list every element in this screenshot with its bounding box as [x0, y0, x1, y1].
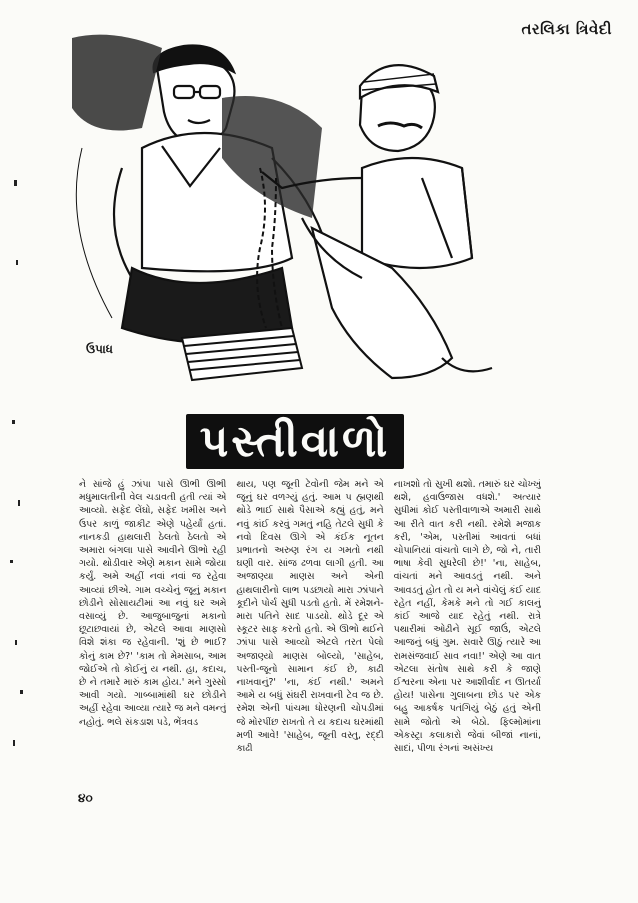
story-illustration — [62, 28, 502, 410]
column-2-text: થાય, પણ જૂની ટેવોની જેમ મને એ જૂનું ઘર વળગ્યું હતું. આમ પ હ્મણથી થોડે ભાઈ સાથે પૈસાએ કહ્યું હતું, મને નવું કાંઈ કરવું ગમતું નહિ તેટલે સુધી કે નવો દિવસ ઊગે એ કંઈક નૂતન પ્રભાતનો અરુણ રંગ ય ગમતો નથી ઘણી વાર. સાંજ ઢળવા લાગી હતી. આ અજાણ્યા માણસ અને એની હાથલારીનો લાભ પડછાયો મારા ઝાંપાને કૂદીને પોર્ચ સુધી પડતો હતો. મેં રમેશને- મારા પતિને સાદ પાડયો. થોડે દૂર એ સ્કૂટર સાફ કરતો હતો. એ ઊભો થઈને ઝાંપા પાસે આવ્યો એટલે તરત પેલો અજાણ્યો માણસ બોલ્યો, 'સાહેબ, પસ્તી-જૂનો સામાન કંઈ છે, કાઢી નાખવાનું?' 'ના, કંઈ નથી.' અમને આમે ય બધું સંઘરી રાખવાની ટેવ જ છે. રમેશ એની પાંચમા ધોરણની ચોપડીમાં જે મોરપીંછ રાખતો તે ય કદાચ ઘરમાંથી મળી આવે! 'સાહેબ, જૂની વસ્તુ, રદ્દી કાઢી — [236, 479, 384, 755]
artist-signature: ઉપાધ — [86, 342, 114, 356]
scan-margin-specks — [0, 0, 40, 903]
text-column-2 — [236, 478, 383, 790]
text-column-3 — [394, 478, 541, 790]
page-number: ૪૦ — [78, 791, 93, 805]
column-1-text: ને સાંજે હું ઝાંપા પાસે ઊભી ઊભી મધુમાલતીની વેલ ચડાવતી હતી ત્યાં એ આવ્યો. સફેદ લેંઘો, સફેદ ખમીસ અને ઉપર કાળું જાકીટ એણે પહેર્યાં હતાં. નાનકડી હાથલારી ઠેલતો ઠેલતો એ અમારા બંગલા પાસે આવીને ઊભો રહી ગયો. થોડીવાર એણે મકાન સામે જોયા કર્યું. અમે અહીં નવાં નવાં જ રહેવા આવ્યાં છીએ. ગામ વચ્ચેનું જૂનું મકાન છોડીને સોસાયટીમાં આ નવું ઘર અમે વસાવ્યું છે. આજુબાજુનાં મકાનો છૂટાછવાયાં છે, એટલે આવા માણસો વિશે શંકા જ રહેવાની. 'શું છે ભાઈ? કોનું કામ છે?' 'કામ તો મેમસાબ, આમ જોઈએ તો કોઈનું ય નથી. હા, કદાચ, છે ને તમારે મારું કામ હોય.' મને ગુસ્સો આવી ગયો. ગાબ્બામાંથી ઘર છોડીને અહીં રહેવા આવ્યા ત્યારે જ મને વમન્તું નહોતું. ભલે સંકડાશ પડે, ભેંત્રવડ — [79, 479, 227, 728]
ink-wash-left — [72, 35, 162, 131]
author-name: તરલિકા ત્રિવેદી — [521, 20, 612, 38]
story-title — [80, 407, 510, 475]
column-3-text: નાખશો તો સુખી થશો. તમારું ઘર ચોખ્ખું થશે, હવાઉજાસ વધશે.' અત્યાર સુધીમાં કોઈ પસ્તીવાળાએ અમારી સાથે આ રીતે વાત કરી નથી. રમેશે મજાક કરી, 'એમ, પસ્તીમાં આવતાં બધાં ચોપાનિયાં વાંચતો લાગે છે, જો ને, તારી ભાષા કેવી સુધરેલી છે!' 'ના, સાહેબ, વાંચતાં મને આવડતું નથી. અને આવડતું હોત તો ય મને વાંચેલું કંઈ યાદ રહેત નહીં, કેમકે મને તો ગઈ કાલનું કાંઈ આજે યાદ રહેતું નથી. રાત્રે પથારીમાં ઓઢીને સૂઈ જાઉં, એટલે આજનું બધું ગુમ. સવારે ઊઠું ત્યારે આ રામસંજવાઈ સાવ નવા!' એણે આ વાત એટલા સંતોષ સાથે કરી કે જાણે ઈશ્વરના એના પર આશીર્વાદ ન ઊતર્યા હોય! પાસેના ગુલાબના છોડ પર એક બહુ આકર્ષક પતંગિયું બેઠું હતું એની સામે જોતો એ બેઠો. ફિલ્મોમાંના એકસ્ટ્રા કલાકારો જેવાં બીજાં નાનાં, સાદાં, પીળા રંગનાં અસંખ્ય — [393, 479, 541, 755]
story-title-text: પસ્તીવાળો — [186, 414, 405, 469]
text-column-1 — [79, 478, 226, 790]
story-body — [79, 478, 541, 790]
